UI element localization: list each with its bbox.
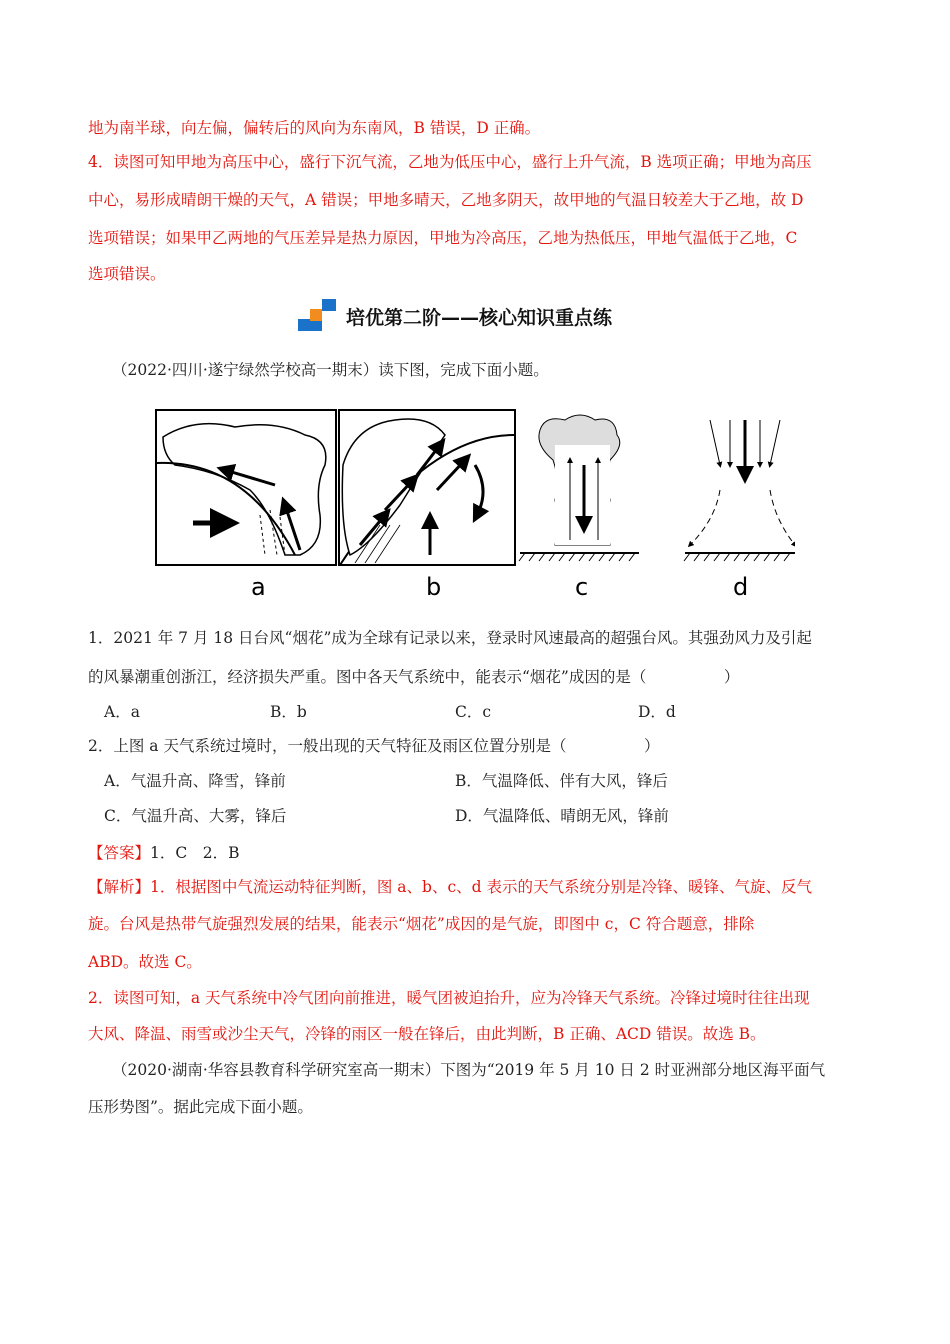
q1-stem: 的风暴潮重创浙江，经济损失严重。图中各天气系统中，能表示“烟花”成因的是（ ） [88, 668, 740, 686]
section-header [298, 298, 612, 334]
analysis-line [88, 877, 812, 897]
analysis-line: 旋。台风是热带气旋强烈发展的结果，能表示“烟花”成因的是气旋，即图中 c，C 符合题意，排除 [88, 915, 755, 933]
answer-line [88, 843, 240, 863]
q1-stem: 1．2021 年 7 月 18 日台风“烟花”成为全球有记录以来，登录时风速最高的超强台风。其强劲风力及引起 [88, 629, 812, 647]
answer-tag: 【答案】 [88, 844, 151, 862]
weather-systems-figure [155, 405, 795, 605]
section-logo-icon [298, 299, 338, 333]
analysis-text: 1．根据图中气流运动特征判断，图 a、b、c、d 表示的天气系统分别是冷锋、暖锋、气旋、反气 [150, 878, 813, 896]
q2-option-b: B．气温降低、伴有大风，锋后 [455, 772, 668, 790]
q1-option-a: A．a [104, 703, 140, 721]
prev-explanation-line: 地为南半球，向左偏，偏转后的风向为东南风，B 错误，D 正确。 [88, 119, 541, 137]
q2-stem: 2．上图 a 天气系统过境时，一般出现的天气特征及雨区位置分别是（ ） [88, 737, 660, 755]
prev-q4-line: 选项错误。 [88, 265, 166, 283]
analysis-line: ABD。故选 C。 [88, 953, 202, 971]
q2-option-d: D．气温降低、晴朗无风，锋前 [455, 807, 669, 825]
source-citation: （2020·湖南·华容县教育科学研究室高一期末）下图为“2019 年 5 月 10 日 2 时亚洲部分地区海平面气 [112, 1061, 826, 1079]
panel-d-anticyclone [684, 420, 795, 561]
analysis-line: 大风、降温、雨雪或沙尘天气，冷锋的雨区一般在锋后，由此判断，B 正确、ACD 错误。故选 B。 [88, 1025, 766, 1043]
panel-label: c [575, 573, 589, 601]
section-title: 培优第二阶——核心知识重点练 [346, 306, 613, 329]
q1-option-d: D．d [638, 703, 676, 721]
panel-label: b [426, 573, 442, 601]
panel-label: a [251, 573, 266, 601]
panel-a-cold-front [156, 410, 336, 565]
prev-q4-line: 选项错误；如果甲乙两地的气压差异是热力原因，甲地为冷高压，乙地为热低压，甲地气温低于乙地，C [88, 229, 798, 247]
q2-option-c: C．气温升高、大雾，锋后 [104, 807, 287, 825]
analysis-tag: 【解析】 [88, 878, 151, 896]
analysis-line: 2．读图可知，a 天气系统中冷气团向前推进，暖气团被迫抬升，应为冷锋天气系统。冷锋过境时往往出现 [88, 989, 810, 1007]
panel-label: d [733, 573, 749, 601]
q1-option-b: B．b [270, 703, 307, 721]
prev-q4-line: 中心，易形成晴朗干燥的天气，A 错误；甲地多晴天，乙地多阴天，故甲地的气温日较差大于乙地，故 D [88, 191, 804, 209]
panel-c-cyclone [519, 410, 639, 565]
source-citation: （2022·四川·遂宁绿然学校高一期末）读下图，完成下面小题。 [112, 361, 549, 379]
panel-b-warm-front [339, 410, 515, 565]
q2-option-a: A．气温升高、降雪，锋前 [104, 772, 286, 790]
prev-q4-line: 4．读图可知甲地为高压中心，盛行下沉气流，乙地为低压中心，盛行上升气流，B 选项正确；甲地为高压 [88, 153, 812, 171]
answer-text: 1．C 2．B [150, 844, 240, 862]
q1-option-c: C．c [455, 703, 492, 721]
source-citation: 压形势图”。据此完成下面小题。 [88, 1098, 313, 1116]
